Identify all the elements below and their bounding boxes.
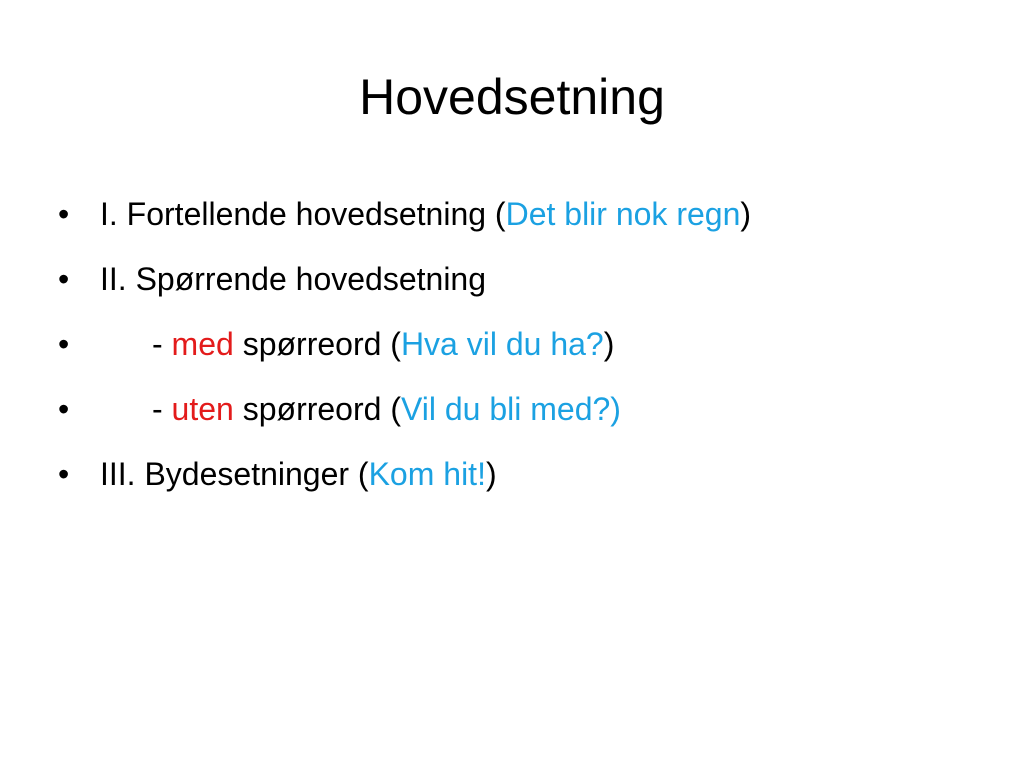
bullet-item-declarative [58,182,998,247]
bullet-list [58,182,998,507]
keyword-med: med [171,326,234,362]
bullet-text [100,247,486,312]
bullet-text [100,377,621,442]
dash: - [152,391,172,427]
closing-paren: ) [603,326,615,362]
bullet-label: spørreord ( [233,326,401,362]
closing-paren: ) [740,196,752,232]
slide-title: Hovedsetning [359,69,665,125]
bullet-text [100,182,751,247]
example-sentence: Kom hit! [368,456,486,492]
example-sentence: Det blir nok regn [505,196,741,232]
bullet-point-icon: • [58,456,70,492]
bullet-item-with-question-word [58,312,998,377]
closing-paren: ) [485,456,497,492]
bullet-text [100,312,614,377]
example-sentence: Hva vil du ha? [400,326,604,362]
bullet-point-icon: • [58,326,70,362]
bullet-label: spørreord ( [233,391,401,427]
bullet-text [100,442,497,507]
bullet-label: II. Spørrende hovedsetning [100,261,487,297]
bullet-item-without-question-word [58,377,998,442]
example-sentence: Vil du bli med?) [400,391,621,427]
bullet-item-interrogative [58,247,998,312]
bullet-point-icon: • [58,196,70,232]
dash: - [152,326,172,362]
bullet-label: III. Bydesetninger ( [100,456,369,492]
bullet-point-icon: • [58,391,70,427]
bullet-point-icon: • [58,261,70,297]
keyword-uten: uten [171,391,234,427]
bullet-label: I. Fortellende hovedsetning ( [100,196,506,232]
bullet-item-imperative [58,442,998,507]
